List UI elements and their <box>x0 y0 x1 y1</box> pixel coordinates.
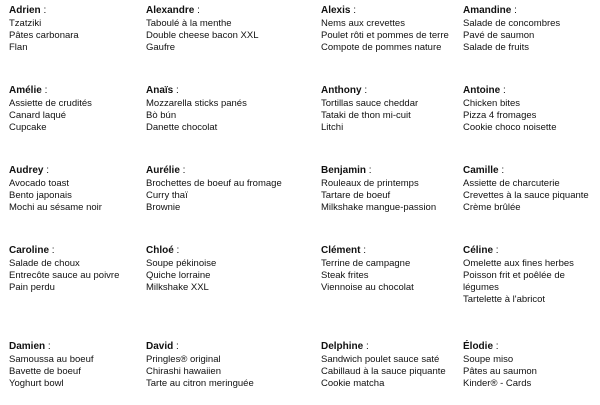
dish-list <box>9 178 146 214</box>
person-name: Delphine : <box>321 341 369 352</box>
person-name: Chloé : <box>146 245 180 256</box>
dish-item: Bavette de boeuf <box>9 366 81 377</box>
person-card <box>321 340 463 404</box>
dish-item: Milkshake XXL <box>146 282 209 293</box>
person-card <box>463 4 600 84</box>
dish-item: Assiette de crudités <box>9 98 92 109</box>
person-name: Amandine : <box>463 5 517 16</box>
dish-item: Salade de choux <box>9 258 80 269</box>
dish-item: Pâtes au saumon <box>463 366 537 377</box>
dish-item: Steak frites <box>321 270 369 281</box>
dish-item: Pavé de saumon <box>463 30 535 41</box>
dish-item: Brownie <box>146 202 181 213</box>
dish-item: Gaufre <box>146 42 176 53</box>
dish-item: Pain perdu <box>9 282 55 293</box>
dish-item: Viennoise au chocolat <box>321 282 414 293</box>
dish-item: Bò bún <box>146 110 177 121</box>
dish-item: Canard laqué <box>9 110 67 121</box>
person-card <box>146 84 321 164</box>
dish-item: Litchi <box>321 122 344 133</box>
person-card <box>146 164 321 244</box>
dish-item: Mozzarella sticks panés <box>146 98 247 109</box>
dish-list <box>463 18 600 54</box>
dish-item: Bento japonais <box>9 190 72 201</box>
dish-item: Salade de concombres <box>463 18 561 29</box>
dish-list <box>146 98 321 134</box>
dish-item: Poisson frit et poêlée de légumes <box>463 270 565 293</box>
person-card <box>9 164 146 244</box>
dish-item: Samoussa au boeuf <box>9 354 94 365</box>
menu-grid <box>9 4 600 404</box>
dish-list <box>146 258 321 294</box>
dish-item: Crème brûlée <box>463 202 521 213</box>
dish-list <box>321 178 463 214</box>
person-card <box>146 4 321 84</box>
person-card <box>463 244 600 340</box>
dish-item: Mochi au sésame noir <box>9 202 102 213</box>
dish-list <box>9 354 146 390</box>
person-name: Caroline : <box>9 245 55 256</box>
dish-item: Tartare de boeuf <box>321 190 391 201</box>
person-name: Alexis : <box>321 5 357 16</box>
dish-list <box>463 258 600 306</box>
dish-list <box>463 178 600 214</box>
dish-item: Milkshake mangue-passion <box>321 202 437 213</box>
dish-list <box>463 98 600 134</box>
person-name: Anaïs : <box>146 85 179 96</box>
person-card <box>146 340 321 404</box>
dish-list <box>146 354 321 390</box>
dish-item: Omelette aux fines herbes <box>463 258 574 269</box>
dish-item: Brochettes de boeuf au fromage <box>146 178 282 189</box>
dish-item: Pringles® original <box>146 354 221 365</box>
person-name: Damien : <box>9 341 51 352</box>
dish-item: Tzatziki <box>9 18 42 29</box>
person-name: Anthony : <box>321 85 368 96</box>
dish-list <box>321 18 463 54</box>
dish-item: Curry thaï <box>146 190 188 201</box>
person-name: Clément : <box>321 245 367 256</box>
person-name: Audrey : <box>9 165 50 176</box>
person-name: Benjamin : <box>321 165 372 176</box>
dish-item: Assiette de charcuterie <box>463 178 560 189</box>
dish-item: Double cheese bacon XXL <box>146 30 259 41</box>
dish-item: Cupcake <box>9 122 47 133</box>
person-card <box>9 4 146 84</box>
dish-item: Soupe miso <box>463 354 514 365</box>
dish-item: Cabillaud à la sauce piquante <box>321 366 446 377</box>
person-name: Céline : <box>463 245 499 256</box>
dish-item: Avocado toast <box>9 178 70 189</box>
dish-item: Nems aux crevettes <box>321 18 405 29</box>
dish-list <box>463 354 600 390</box>
person-name: David : <box>146 341 179 352</box>
dish-item: Sandwich poulet sauce saté <box>321 354 440 365</box>
dish-list <box>321 258 463 294</box>
dish-item: Soupe pékinoise <box>146 258 217 269</box>
person-card <box>9 244 146 340</box>
person-card <box>321 84 463 164</box>
dish-item: Cookie choco noisette <box>463 122 557 133</box>
dish-item: Compote de pommes nature <box>321 42 442 53</box>
person-card <box>146 244 321 340</box>
dish-list <box>321 354 463 390</box>
person-name: Antoine : <box>463 85 506 96</box>
person-card <box>9 84 146 164</box>
person-card <box>321 244 463 340</box>
dish-item: Tartelette à l'abricot <box>463 294 546 305</box>
dish-list <box>146 18 321 54</box>
dish-item: Flan <box>9 42 28 53</box>
person-name: Amélie : <box>9 85 48 96</box>
person-name: Adrien : <box>9 5 47 16</box>
dish-item: Salade de fruits <box>463 42 530 53</box>
dish-item: Cookie matcha <box>321 378 385 389</box>
dish-item: Danette chocolat <box>146 122 218 133</box>
dish-item: Tortillas sauce cheddar <box>321 98 419 109</box>
dish-item: Entrecôte sauce au poivre <box>9 270 120 281</box>
dish-list <box>9 98 146 134</box>
dish-item: Rouleaux de printemps <box>321 178 419 189</box>
dish-item: Yoghurt bowl <box>9 378 64 389</box>
person-name: Élodie : <box>463 341 499 352</box>
person-card <box>321 4 463 84</box>
dish-item: Crevettes à la sauce piquante <box>463 190 589 201</box>
dish-list <box>321 98 463 134</box>
dish-item: Pizza 4 fromages <box>463 110 537 121</box>
dish-item: Chirashi hawaiien <box>146 366 221 377</box>
person-card <box>463 164 600 244</box>
dish-item: Tarte au citron meringuée <box>146 378 254 389</box>
dish-item: Terrine de campagne <box>321 258 411 269</box>
person-name: Camille : <box>463 165 505 176</box>
dish-item: Tataki de thon mi-cuit <box>321 110 411 121</box>
person-card <box>9 340 146 404</box>
dish-item: Taboulé à la menthe <box>146 18 232 29</box>
person-name: Aurélie : <box>146 165 186 176</box>
dish-item: Chicken bites <box>463 98 521 109</box>
person-card <box>463 340 600 404</box>
dish-item: Kinder® - Cards <box>463 378 532 389</box>
person-card <box>463 84 600 164</box>
dish-item: Quiche lorraine <box>146 270 211 281</box>
dish-item: Poulet rôti et pommes de terre <box>321 30 449 41</box>
dish-list <box>146 178 321 214</box>
person-name: Alexandre : <box>146 5 200 16</box>
dish-list <box>9 18 146 54</box>
dish-item: Pâtes carbonara <box>9 30 79 41</box>
person-card <box>321 164 463 244</box>
dish-list <box>9 258 146 294</box>
